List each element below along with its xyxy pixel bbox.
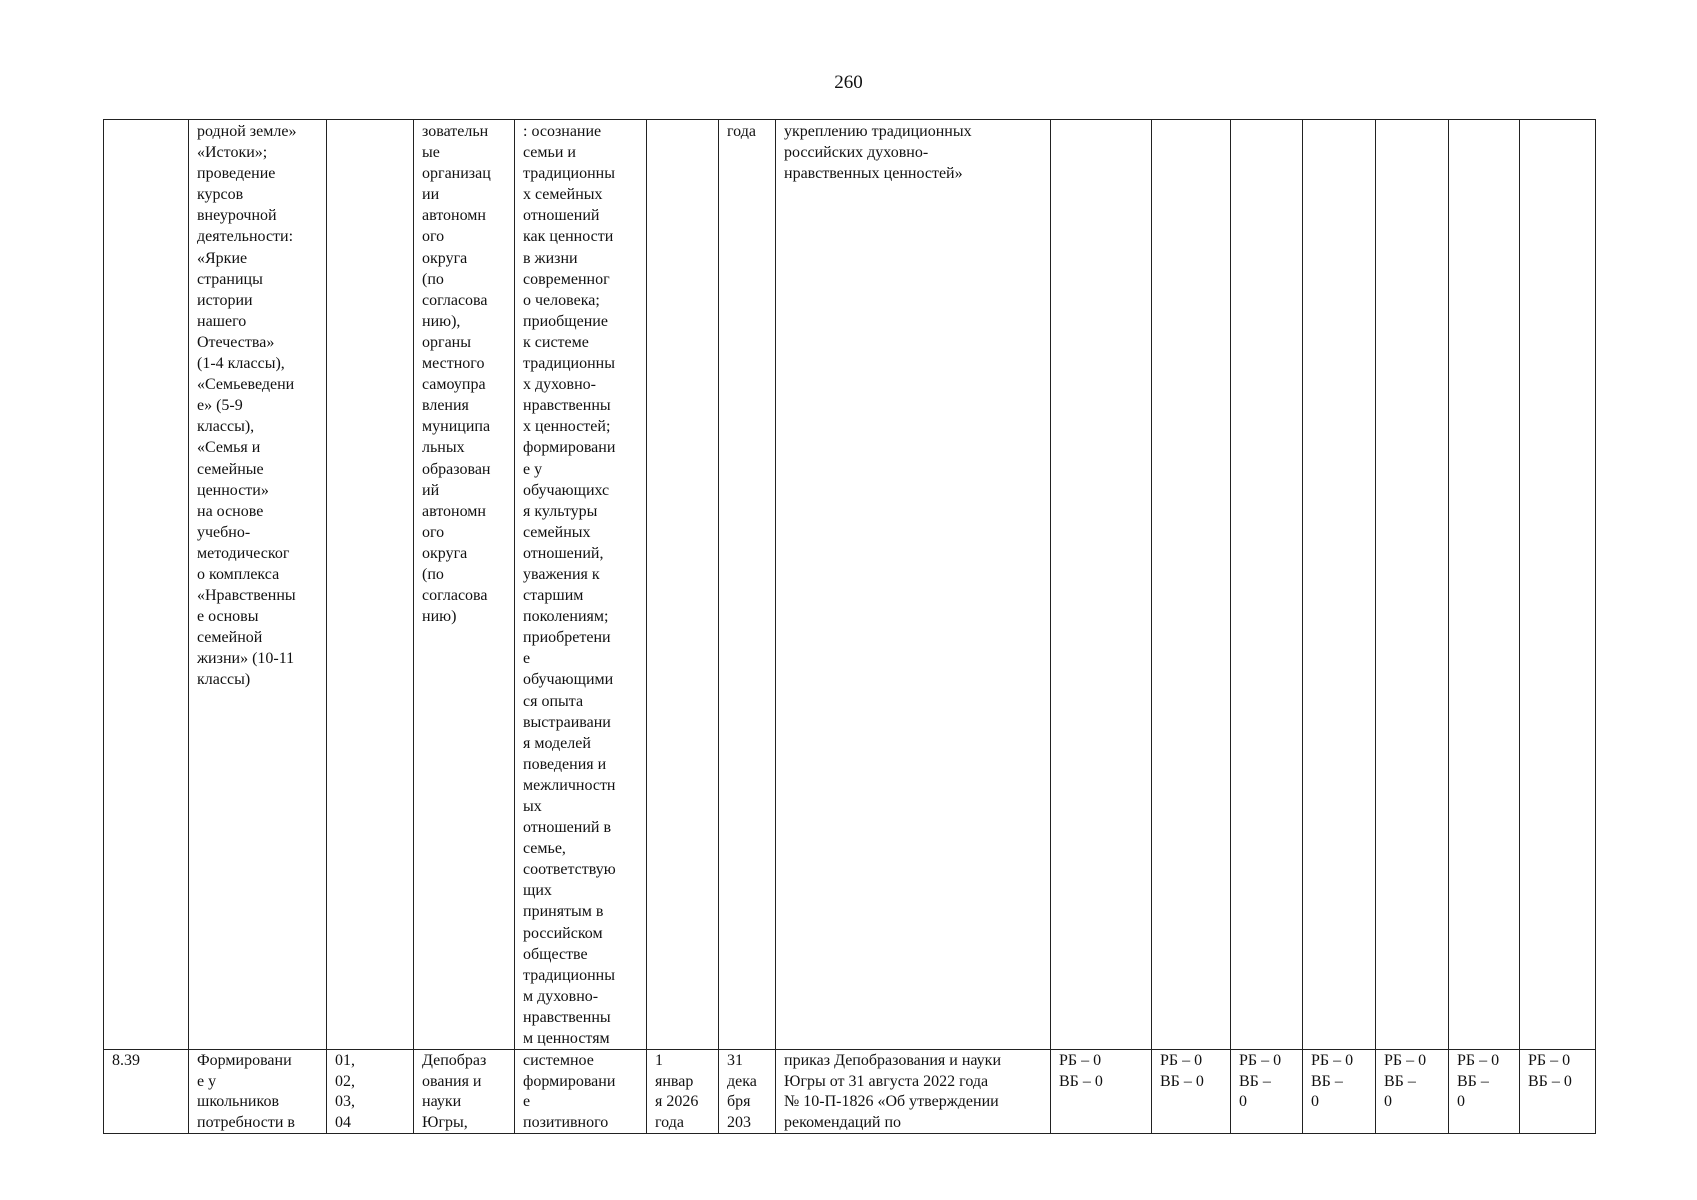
table-row [104, 120, 1596, 1050]
cell-measure-name: родной земле» «Истоки»; проведение курсов внеурочной деятельности: «Яркие страницы истории нашего Отечества» (1-4 классы), «Семьеведени е» (5-9 классы), «Семья и семейные ценности» на основе учебно- методическог о комплекса «Нравственны е основы семейной жизни» (10-11 классы) [189, 120, 327, 1050]
table-row [104, 1050, 1596, 1134]
cell-funding [1152, 120, 1231, 1050]
cell-funding [1449, 120, 1520, 1050]
cell-funding [1051, 120, 1152, 1050]
cell-result: системное формировани е позитивного [515, 1050, 647, 1134]
cell-funding: РБ – 0 ВБ – 0 [1152, 1050, 1231, 1134]
cell-executor: Депобраз ования и науки Югры, [414, 1050, 515, 1134]
cell-executor: зовательн ые организац ии автономн ого округа (по согласова нию), органы местного самоупра вления муниципа льных образован ий автономн ого округа (по согласова нию) [414, 120, 515, 1050]
cell-basis: укреплению традиционных российских духовно- нравственных ценностей» [776, 120, 1051, 1050]
cell-start-date: 1 январ я 2026 года [647, 1050, 719, 1134]
cell-end-date: 31 дека бря 203 [719, 1050, 776, 1134]
cell-funding [1231, 120, 1303, 1050]
cell-number: 8.39 [104, 1050, 189, 1134]
measures-table [103, 119, 1596, 1134]
cell-number [104, 120, 189, 1050]
cell-codes [327, 120, 414, 1050]
cell-funding: РБ – 0 ВБ – 0 [1520, 1050, 1596, 1134]
cell-codes: 01, 02, 03, 04 [327, 1050, 414, 1134]
cell-end-date: года [719, 120, 776, 1050]
cell-start-date [647, 120, 719, 1050]
cell-funding: РБ – 0 ВБ – 0 [1303, 1050, 1376, 1134]
cell-result: : осознание семьи и традиционны х семейных отношений как ценности в жизни современног о человека; приобщение к системе традиционны х духовно- нравственны х ценностей; формировани е у обучающихс я культуры семейных отношений, уважения к старшим поколениям; приобретени е обучающими ся опыта выстраивани я моделей поведения и межличностн ых отношений в семье, соответствую щих принятым в российском обществе традиционны м духовно- нравственны м ценностям [515, 120, 647, 1050]
cell-funding [1520, 120, 1596, 1050]
cell-funding: РБ – 0 ВБ – 0 [1376, 1050, 1449, 1134]
cell-funding: РБ – 0 ВБ – 0 [1231, 1050, 1303, 1134]
cell-funding [1376, 120, 1449, 1050]
cell-funding: РБ – 0 ВБ – 0 [1449, 1050, 1520, 1134]
cell-basis: приказ Депобразования и науки Югры от 31 августа 2022 года № 10-П-1826 «Об утверждении рекомендаций по [776, 1050, 1051, 1134]
page-number: 260 [834, 72, 863, 93]
cell-measure-name: Формировани е у школьников потребности в [189, 1050, 327, 1134]
cell-funding: РБ – 0 ВБ – 0 [1051, 1050, 1152, 1134]
cell-funding [1303, 120, 1376, 1050]
